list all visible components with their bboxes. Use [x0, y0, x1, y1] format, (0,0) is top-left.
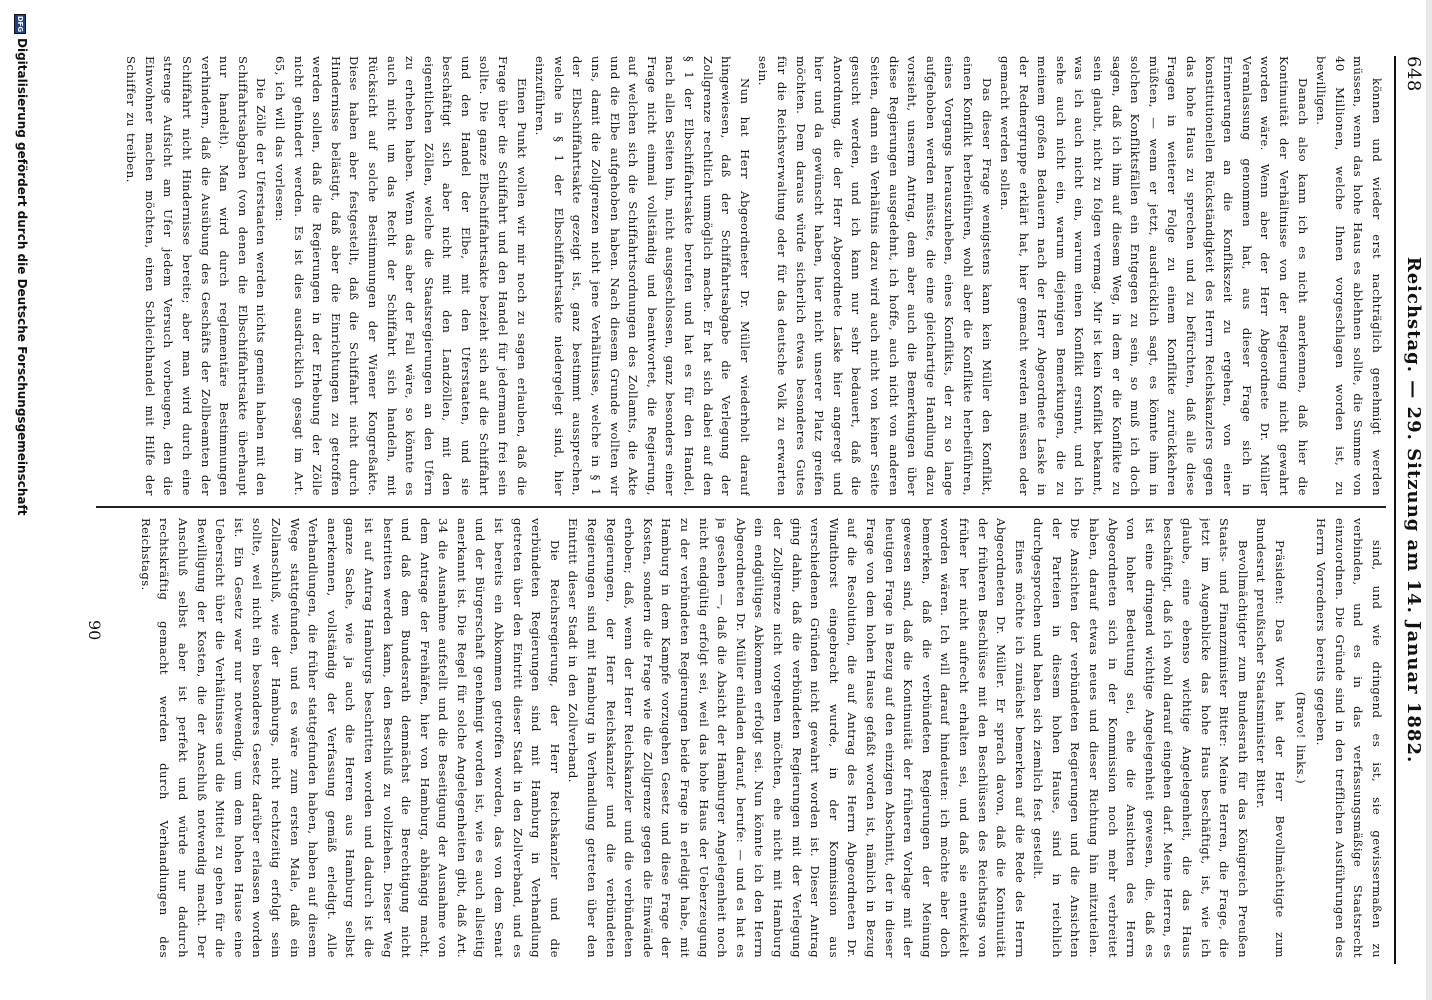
speech-paragraph: Die Reichsregierung, der Herr Reichskanzler und die verbündeten Regierungen sind mit Hamburg in Verhandlung getreten über den Eintritt dieser Stadt in den Zollverband, und es ist bereits ein Abkommen getroffen worden, das von dem Senat und der Bürgerschaft genehmigt worden ist, wie es auch allseitig anerkannt ist. Die Regel für solche Angelegenheiten gibt, daß Art. 34 die Ausnahme aufstellt und die Beseitigung der Ausnahme von dem Antrage der Freihäfen, hier von Hamburg, abhängig macht, und daß dem Bundesrath demnächst die Berechtigung nicht bestritten werden kann, den Beschluß zu vollziehen. Dieser Weg ist auf Antrag Hamburgs beschritten worden und dadurch ist die ganze Sache, wie ja auch die Herren aus Hamburg selbst anerkennen, vollständig der Verfassung gemäß erledigt. Alle Verhandlungen, die früher stattgefunden haben, haben auf diesem Wege stattgefunden, und es wäre zum ersten Male, daß ein Zollanschluß, wie der Hamburgs, nicht rechtzeitig erfolgt sein sollte, weil nicht ein besonderes Gesetz darüber erlassen worden ist. Ein Gesetz war nur notwendig, um dem hohen Hause eine Uebersicht über die Verhältnisse und die Mittel zu geben für die Bewilligung der Kosten, die der Anschluß notwendig macht. Der Anschluß selbst aber ist perfekt und würde nur dadurch rechtskräftig gemacht werden durch Verhandlungen des Reichstags. [138, 518, 562, 958]
page-header [1392, 56, 1424, 964]
column-divider [96, 506, 1386, 508]
footer-page-number: 90 [85, 620, 104, 641]
paragraph: Nun hat Herr Abgeordneter Dr. Müller wiederholt darauf hingewiesen, daß der Schiffahrtsabgabe die Verlegung der Zollgrenze rechtlich unmöglich mache. Er hat sich dabei auf den § 1 der Elbschiffahrtsakte berufen und hat es für den Handel, nach allen Seiten hin, nicht ausgeschlossen, ganz besonders einer Frage nicht einmal vollständig und beantwortet, die Regierung, auf welchen sich die Schiffahrtsordnungen des Zollamts, die Akte und die Elbe aufgehoben haben. Nach diesem Grunde wollten wir uns, damit die Zollgrenzen nicht jene Verhältnisse, welche in § 1 der Elbschiffahrtsakte gezeigt ist, ganz bestimmt aussprechen, welche in § 1 der Elbschiffahrtsakte niedergelegt sind, hier einzuführen. [533, 56, 752, 496]
president-remark: Präsident: Das Wort hat der Herr Bevollmächtigte zum Bundesrat preußischer Staatsminister Bitter. [1254, 518, 1288, 958]
scan-edge [1426, 0, 1432, 1000]
dfg-logo-icon: DFG [16, 15, 24, 33]
text-column-right [96, 518, 1386, 958]
header-page-number: 648 [1403, 56, 1424, 92]
paragraph: Einen Punkt wollen wir mir noch zu sagen erlauben, daß die Frage über die Schiffahrt und den Handel für jedermann frei sein sollte. Die ganze Elbschiffahrtsakte bezieht sich auf die Schiffahrt und den Handel der Elbe, mit den Uferstaaten, und sie beschäftigt sich aber nicht mit den Landzöllen, mit den eigentlichen Zöllen, welche die Staatsregierungen an den Ufern zu erheben haben. Wenn das aber der Fall wäre, so könnte es auch nicht um das Recht der Schiffahrt sich handeln, mit Rücksicht auf solche Bestimmungen der Wiener Kongreßakte. Diese haben aber festgestellt, daß die Schiffahrt nicht durch Hindernisse belästigt, daß aber die Einrichtungen zu getroffen werden sollen, daß die Regierungen in der Erhebung der Zölle nicht gehindert werden. Es ist dies ausdrücklich gesagt im Art. 65, ich will das vorlesen: [272, 56, 529, 496]
digitization-strip [0, 0, 32, 1000]
speech-paragraph: Bevollmächtigter zum Bundesrath für das Königreich Preußen Staats- und Finanzminister Bitter: Meine Herren, die Frage, die jetzt im Augenblicke das hohe Haus beschäftigt, ist, wie ich glaube, eine ebenso wichtige Angelegenheit, die das Haus beschäftigt, daß ich wohl darauf eingehen darf. Meine Herren, es ist eine dringend wichtige Angelegenheit gewesen, die, daß es von hoher Bedeutung sei, ehe die Ansichten des Herrn Abgeordneten sich in der Kommission noch mehr verbreitet haben, darauf etwas neues und dieser Richtung hin mitzuteilen. Die Ansichten der verbündeten Regierungen und die Ansichten der Parteien in diesem hohen Hause, sind in reichlich durchgesprochen und haben sich ziemlich fest gestellt. [1031, 518, 1250, 958]
text-column-left [96, 56, 1386, 496]
paragraph: Das dieser Frage wenigstens kann kein Müller den Konflikt, einen Konflikt herbeiführen, wohl aber die Konflikte herbeiführen, eines Vorgangs herauszuheben, eines Konflikts, der zu so lange aufgehoben werden müsste, die eine gleichartige Handlung dazu vorsieht, unserm Antrag, dem aber auch die Bemerkungen über diese Regierungen ausgedehnt, ich hoffe, auch nicht von anderen Seiten, dann ein Verhältnis dazu wird auch nicht von keiner Seite gesucht werden, und ich kann nur sehr bedauert, daß die Anordnung, die der Herr Abgeordnete Laske hier angeregt und hier und da gewünscht haben, hier nicht unserer Platz greifen möchten. Dem daraus würde sicherlich etwas besonderes Gutes für die Reichsverwaltung oder für das deutsche Volk zu erwarten sein. [756, 56, 994, 496]
stage-direction: (Bravo! links.) [1293, 691, 1308, 785]
running-title: Reichstag. — 29. Sitzung am 14. Januar 1882. [1403, 256, 1424, 764]
paragraph: sind, und wie dringend es ist, sie gewissermaßen zu verbinden, und es in das verfassungsmäßige Staatsrecht einzuordnen. Die Gründe sind in den trefflichen Ausführungen des Herrn Vorredners bereits gegeben. [1314, 518, 1384, 958]
speech-paragraph: Eines möchte ich zunächst bemerken auf die Rede des Herrn Abgeordneten Dr. Müller. Er sprach davon, daß die Kontinuität der früheren Beschlüsse mit den Beschlüssen des Reichstags von früher her nicht aufrecht erhalten sei, und daß sie entwickelt worden wären. Ich will darauf hindeuten: ich möchte aber doch bemerken, daß die verbündeten Regierungen der Meinung gewesen sind, daß die Kontinuität der früheren Vorlage mit der heutigen Frage in Bezug auf den einzigen Abschnitt, der in dieser Frage von dem hohen Hause gefaßt worden ist, nämlich in Bezug auf die Resolution, die auf Antrag des Herrn Abgeordneten Dr. Windthorst eingebracht wurde, in der Kommission aus verschiedenen Gründen nicht gewahrt worden ist. Dieser Antrag ging dahin, daß die verbündeten Regierungen mit der Verlegung der Zollgrenze nicht vorgehen möchten, ehe nicht mit Hamburg ein endgültiges Abkommen erfolgt sei. Nun könnte ich den Herrn Abgeordneten Dr. Müller einladen darauf, berufe: — und es hat es ja gesehen —, daß die Absicht der Hamburger Angelegenheit noch nicht endgültig erfolgt sei, weil das hohe Haus der Ueberzeugung zu der verbündeten Regierungen beide Frage in erledigt habe, mit Hamburg in dem Kampfe vorzugehen Gesetz und diese Frage der Kosten, sondern die Frage wie die Zollgrenze gegen die Einwände erhoben; daß, wenn der Herr Reichskanzler und die verbündeten Regierungen, der Herr Reichskanzler und die verbündeten Regierungen sind mit Hamburg in Verhandlung getreten über den Eintritt dieser Stadt in den Zollverband. [566, 518, 1027, 958]
quoted-paragraph: Die Zölle der Uferstaaten werden nichts gemein haben mit den Schiffahrtsabgaben (von denen die Elbschiffahrtsakte überhaupt nur handelt). Man wird durch reglementäre Bestimmungen verhindern, daß die Ausübung des Geschäfts der Zollbeamten der Schiffahrt nicht Hindernisse bereite; aber man wird durch eine strenge Aufsicht am Ufer jedem Versuch vorbeugen, den die Einwohner machen möchten, einen Schleichhandel mit Hilfe der Schiffer zu treiben. [124, 56, 269, 496]
paragraph: können und wieder erst nachträglich genehmigt werden müssen, wenn das hohe Haus es ablehnen sollte, die Summe von 40 Millionen, welche Ihnen vorgeschlagen worden ist, zu bewilligen. [1314, 56, 1384, 496]
header-rule [1394, 56, 1396, 964]
digitization-credit: Digitalisierung gefördert durch die Deutsche Forschungsgemeinschaft [15, 38, 29, 516]
paragraph: Danach also kann ich es nicht anerkennen, daß hier die Kontinuität der Verhältnisse von der Regierung nicht gewahrt worden wäre. Wenn aber der Herr Abgeordnete Dr. Müller Veranlassung genommen hat, aus dieser Frage sich in Erinnerungen an die Konflikszeit zu ergehen, von einer konstitutionellen Rückständigkeit des Herrn Reichskanzlers gegen das hohe Haus zu sprechen und zu befürchten, daß alle diese Fragen in weiterer Folge zu einem Konflikte zurückkehren müßten, — wenn er jetzt, ausdrücklich sagt, es könnte ihm in solchen Konfliktsfällen ein Entgegen zu sein, so muß ich doch sagen, daß ich ihm auf diesem Weg, in dem er die Konflikte zu sein glaubt, nicht zu folgen vermag. Mir ist kein Konflikt bekannt, was ich auch nicht ein, warum einen Konflikt ersinnt, und ich sehe auch nicht ein, warum diejenigen Bemerkungen, die zu meinem großen Bedauern nach der Herr Abgeordnete Laske in der Rednergruppe erklärt hat, hier gemacht werden müssen oder gemacht werden sollen. [998, 56, 1310, 496]
